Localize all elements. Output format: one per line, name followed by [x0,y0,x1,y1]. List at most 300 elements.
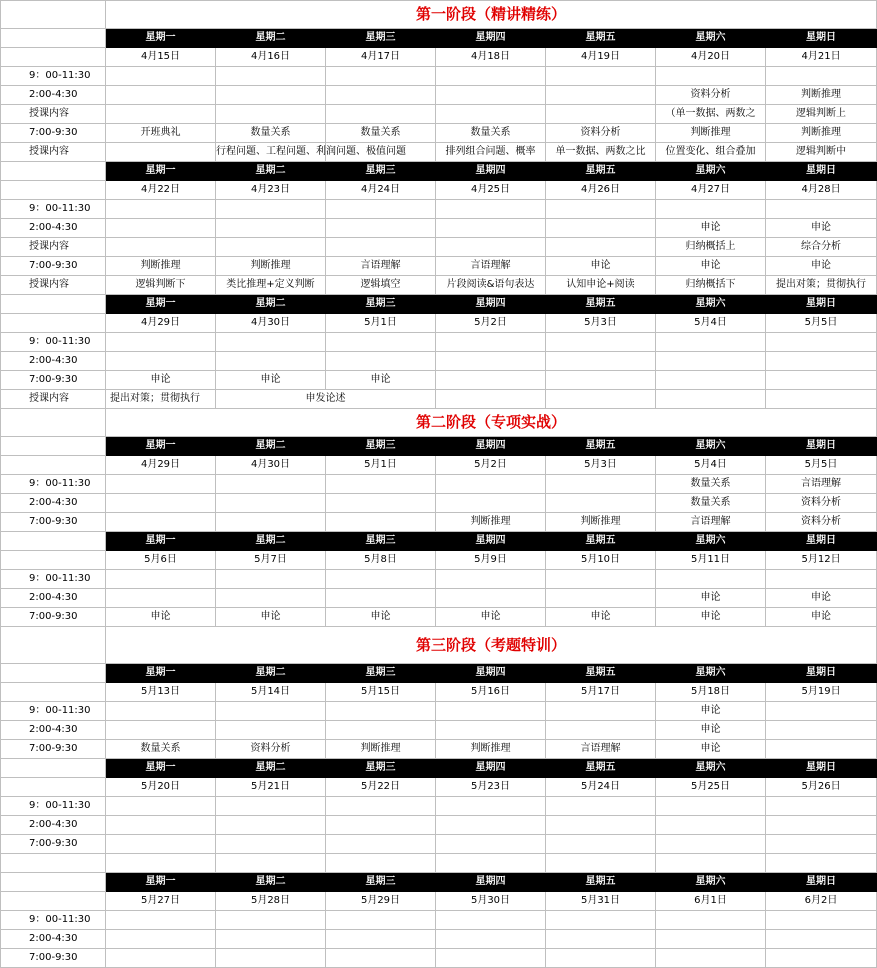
session-cell [436,816,546,835]
content-cell: （单一数据、两数之 [656,105,766,124]
content-label: 授课内容 [1,276,106,295]
content-label: 授课内容 [1,143,106,162]
table-row [1,219,877,238]
content-cell: 逻辑判断上 [766,105,877,124]
date-cell: 5月29日 [326,892,436,911]
date-cell: 4月26日 [546,181,656,200]
table-row [1,873,877,892]
table-row [1,778,877,797]
weekday-header: 星期六 [656,295,766,314]
session-cell [216,494,326,513]
weekday-header: 星期四 [436,664,546,683]
time-slot-label: 2:00-4:30 [1,816,106,835]
session-cell [436,475,546,494]
session-cell [656,816,766,835]
session-cell [546,200,656,219]
session-cell [436,702,546,721]
session-cell [216,816,326,835]
row-label-blank [1,532,106,551]
table-row [1,200,877,219]
date-cell: 5月23日 [436,778,546,797]
weekday-header: 星期三 [326,162,436,181]
content-cell: 逻辑判断下 [106,276,216,295]
session-cell [766,911,877,930]
table-row [1,371,877,390]
date-cell: 5月30日 [436,892,546,911]
weekday-header: 星期三 [326,29,436,48]
row-label-blank [1,456,106,475]
session-cell [766,740,877,759]
table-row [1,29,877,48]
session-cell: 言语理解 [326,257,436,276]
session-cell: 申论 [656,219,766,238]
date-cell: 5月9日 [436,551,546,570]
session-cell [546,219,656,238]
session-cell [656,200,766,219]
session-cell [436,86,546,105]
date-cell: 4月17日 [326,48,436,67]
table-row [1,238,877,257]
session-cell: 申论 [106,371,216,390]
date-cell: 5月14日 [216,683,326,702]
row-label-blank [1,295,106,314]
date-cell: 5月13日 [106,683,216,702]
content-cell [106,143,216,162]
content-cell [546,390,656,409]
date-cell: 5月6日 [106,551,216,570]
session-cell: 言语理解 [436,257,546,276]
row-label-blank [1,409,106,437]
date-cell: 4月30日 [216,314,326,333]
session-cell [216,702,326,721]
content-cell: 单一数据、两数之比 [546,143,656,162]
date-cell: 4月18日 [436,48,546,67]
table-row [1,911,877,930]
content-cell [766,390,877,409]
session-cell [326,352,436,371]
weekday-header: 星期一 [106,873,216,892]
session-cell [436,352,546,371]
session-cell: 申论 [216,608,326,627]
table-row [1,551,877,570]
date-cell: 5月28日 [216,892,326,911]
session-cell [546,930,656,949]
weekday-header: 星期四 [436,437,546,456]
row-label-blank [1,181,106,200]
table-row [1,930,877,949]
time-slot-label: 9：00-11:30 [1,200,106,219]
date-cell: 4月22日 [106,181,216,200]
table-row [1,627,877,664]
session-cell [546,911,656,930]
content-cell: 提出对策；贯彻执行 [766,276,877,295]
weekday-header: 星期日 [766,162,877,181]
session-cell: 言语理解 [546,740,656,759]
weekday-header: 星期一 [106,29,216,48]
date-cell: 4月29日 [106,314,216,333]
session-cell [216,589,326,608]
table-row [1,409,877,437]
weekday-header: 星期五 [546,437,656,456]
session-cell: 申论 [656,740,766,759]
session-cell [326,219,436,238]
weekday-header: 星期二 [216,759,326,778]
date-cell: 4月16日 [216,48,326,67]
date-cell: 5月21日 [216,778,326,797]
session-cell: 言语理解 [656,513,766,532]
session-cell [546,702,656,721]
session-cell [106,835,216,854]
row-label-blank [1,162,106,181]
session-cell: 判断推理 [766,124,877,143]
date-cell: 4月23日 [216,181,326,200]
weekday-header: 星期一 [106,664,216,683]
weekday-header: 星期日 [766,532,877,551]
session-cell [546,570,656,589]
session-cell [546,949,656,968]
weekday-header: 星期六 [656,29,766,48]
session-cell [106,721,216,740]
session-cell [436,721,546,740]
session-cell [436,589,546,608]
session-cell [546,67,656,86]
row-label-blank [1,48,106,67]
session-cell [436,333,546,352]
weekday-header: 星期一 [106,532,216,551]
session-cell [656,333,766,352]
session-cell [216,67,326,86]
session-cell [216,911,326,930]
date-cell: 5月7日 [216,551,326,570]
session-cell [216,930,326,949]
content-cell: 归纳概括上 [656,238,766,257]
blank-cell [1,854,106,873]
session-cell [656,371,766,390]
weekday-header: 星期二 [216,29,326,48]
session-cell: 判断推理 [216,257,326,276]
content-cell [436,238,546,257]
weekday-header: 星期二 [216,295,326,314]
content-cell [546,238,656,257]
session-cell [766,371,877,390]
weekday-header: 星期日 [766,437,877,456]
session-cell: 数量关系 [656,475,766,494]
session-cell [216,835,326,854]
session-cell: 资料分析 [546,124,656,143]
date-cell: 4月30日 [216,456,326,475]
table-row [1,608,877,627]
session-cell [546,494,656,513]
session-cell [326,930,436,949]
session-cell [766,570,877,589]
session-cell [766,930,877,949]
session-cell [326,494,436,513]
weekday-header: 星期三 [326,664,436,683]
weekday-header: 星期六 [656,437,766,456]
weekday-header: 星期五 [546,532,656,551]
content-cell [216,105,326,124]
session-cell [436,494,546,513]
session-cell [766,333,877,352]
session-cell [326,702,436,721]
weekday-header: 星期三 [326,532,436,551]
session-cell [106,513,216,532]
session-cell [326,816,436,835]
weekday-header: 星期四 [436,295,546,314]
table-row [1,721,877,740]
session-cell: 申论 [326,608,436,627]
row-label-blank [1,683,106,702]
session-cell: 数量关系 [106,740,216,759]
weekday-header: 星期日 [766,873,877,892]
session-cell [216,86,326,105]
row-label-blank [1,314,106,333]
weekday-header: 星期一 [106,162,216,181]
table-row [1,494,877,513]
table-row [1,854,877,873]
session-cell: 申论 [656,257,766,276]
date-cell: 5月4日 [656,314,766,333]
date-cell: 4月20日 [656,48,766,67]
table-row [1,589,877,608]
session-cell [326,589,436,608]
session-cell [766,352,877,371]
row-label-blank [1,1,106,29]
session-cell [546,371,656,390]
stage-title: 第一阶段（精讲精练） [106,1,877,29]
session-cell [766,67,877,86]
session-cell [436,835,546,854]
date-cell: 4月27日 [656,181,766,200]
content-cell [436,105,546,124]
content-cell: 类比推理+定义判断 [216,276,326,295]
content-cell [436,390,546,409]
session-cell [216,475,326,494]
weekday-header: 星期五 [546,759,656,778]
session-cell: 判断推理 [436,513,546,532]
table-row [1,949,877,968]
date-cell: 5月17日 [546,683,656,702]
date-cell: 5月25日 [656,778,766,797]
session-cell: 数量关系 [216,124,326,143]
session-cell [766,949,877,968]
date-cell: 5月11日 [656,551,766,570]
session-cell: 言语理解 [766,475,877,494]
content-cell [656,390,766,409]
session-cell [436,949,546,968]
session-cell: 判断推理 [326,740,436,759]
weekday-header: 星期一 [106,759,216,778]
session-cell [216,513,326,532]
session-cell [106,930,216,949]
session-cell [106,816,216,835]
session-cell [106,333,216,352]
session-cell [656,835,766,854]
session-cell [326,513,436,532]
session-cell: 资料分析 [216,740,326,759]
weekday-header: 星期三 [326,759,436,778]
session-cell [656,67,766,86]
time-slot-label: 7:00-9:30 [1,124,106,143]
time-slot-label: 7:00-9:30 [1,608,106,627]
date-cell: 5月12日 [766,551,877,570]
session-cell [216,721,326,740]
date-cell: 5月15日 [326,683,436,702]
date-cell: 4月29日 [106,456,216,475]
date-cell: 4月15日 [106,48,216,67]
content-cell [106,105,216,124]
time-slot-label: 2:00-4:30 [1,352,106,371]
time-slot-label: 9：00-11:30 [1,67,106,86]
date-cell: 6月2日 [766,892,877,911]
row-label-blank [1,627,106,664]
time-slot-label: 9：00-11:30 [1,333,106,352]
content-cell: 归纳概括下 [656,276,766,295]
table-row [1,816,877,835]
weekday-header: 星期一 [106,437,216,456]
time-slot-label: 2:00-4:30 [1,86,106,105]
date-cell: 5月8日 [326,551,436,570]
table-row [1,456,877,475]
session-cell [106,494,216,513]
date-cell: 5月5日 [766,314,877,333]
content-cell: 逻辑判断中 [766,143,877,162]
session-cell [106,570,216,589]
session-cell [106,200,216,219]
date-cell: 4月24日 [326,181,436,200]
content-label: 授课内容 [1,238,106,257]
table-row [1,67,877,86]
weekday-header: 星期五 [546,873,656,892]
weekday-header: 星期五 [546,664,656,683]
content-cell: 综合分析 [766,238,877,257]
session-cell [326,949,436,968]
blank-cell [766,854,877,873]
session-cell [326,200,436,219]
session-cell [216,333,326,352]
table-row [1,352,877,371]
date-cell: 5月22日 [326,778,436,797]
date-cell: 5月24日 [546,778,656,797]
session-cell: 申论 [436,608,546,627]
session-cell [106,475,216,494]
weekday-header: 星期三 [326,873,436,892]
table-row [1,276,877,295]
session-cell [766,702,877,721]
session-cell [216,949,326,968]
session-cell [436,67,546,86]
content-cell: 认知申论+阅读 [546,276,656,295]
blank-cell [106,854,216,873]
session-cell: 判断推理 [436,740,546,759]
row-label-blank [1,892,106,911]
row-label-blank [1,29,106,48]
table-row [1,143,877,162]
time-slot-label: 9：00-11:30 [1,702,106,721]
table-row [1,257,877,276]
session-cell [216,797,326,816]
session-cell [546,835,656,854]
date-cell: 4月21日 [766,48,877,67]
date-cell: 4月28日 [766,181,877,200]
session-cell [436,570,546,589]
session-cell: 申论 [656,702,766,721]
session-cell [216,352,326,371]
stage-title: 第三阶段（考题特训） [106,627,877,664]
table-row [1,740,877,759]
session-cell [656,930,766,949]
session-cell: 资料分析 [766,494,877,513]
content-cell [106,238,216,257]
session-cell: 申论 [106,608,216,627]
session-cell [216,200,326,219]
session-cell: 申论 [766,608,877,627]
table-row [1,664,877,683]
session-cell [766,200,877,219]
blank-cell [656,854,766,873]
weekday-header: 星期六 [656,759,766,778]
weekday-header: 星期五 [546,295,656,314]
session-cell [326,333,436,352]
time-slot-label: 7:00-9:30 [1,835,106,854]
session-cell [106,219,216,238]
session-cell [656,949,766,968]
table-row [1,124,877,143]
weekday-header: 星期六 [656,664,766,683]
session-cell [766,721,877,740]
row-label-blank [1,759,106,778]
date-cell: 5月5日 [766,456,877,475]
session-cell [546,589,656,608]
session-cell [436,930,546,949]
session-cell [436,911,546,930]
content-label: 授课内容 [1,390,106,409]
table-row [1,162,877,181]
session-cell: 申论 [216,371,326,390]
weekday-header: 星期五 [546,29,656,48]
session-cell [106,797,216,816]
time-slot-label: 2:00-4:30 [1,589,106,608]
content-cell [326,238,436,257]
session-cell [106,911,216,930]
time-slot-label: 7:00-9:30 [1,740,106,759]
table-row [1,181,877,200]
row-label-blank [1,873,106,892]
table-row [1,702,877,721]
session-cell [546,333,656,352]
date-cell: 5月19日 [766,683,877,702]
table-row [1,513,877,532]
time-slot-label: 9：00-11:30 [1,797,106,816]
session-cell [326,475,436,494]
weekday-header: 星期三 [326,437,436,456]
session-cell [436,797,546,816]
session-cell: 申论 [766,219,877,238]
session-cell: 判断推理 [766,86,877,105]
table-row [1,86,877,105]
date-cell: 5月2日 [436,314,546,333]
date-cell: 5月31日 [546,892,656,911]
time-slot-label: 2:00-4:30 [1,930,106,949]
session-cell: 申论 [656,721,766,740]
weekday-header: 星期四 [436,759,546,778]
time-slot-label: 9：00-11:30 [1,570,106,589]
session-cell [326,721,436,740]
session-cell [766,835,877,854]
session-cell: 申论 [766,589,877,608]
session-cell [436,371,546,390]
session-cell: 申论 [546,608,656,627]
